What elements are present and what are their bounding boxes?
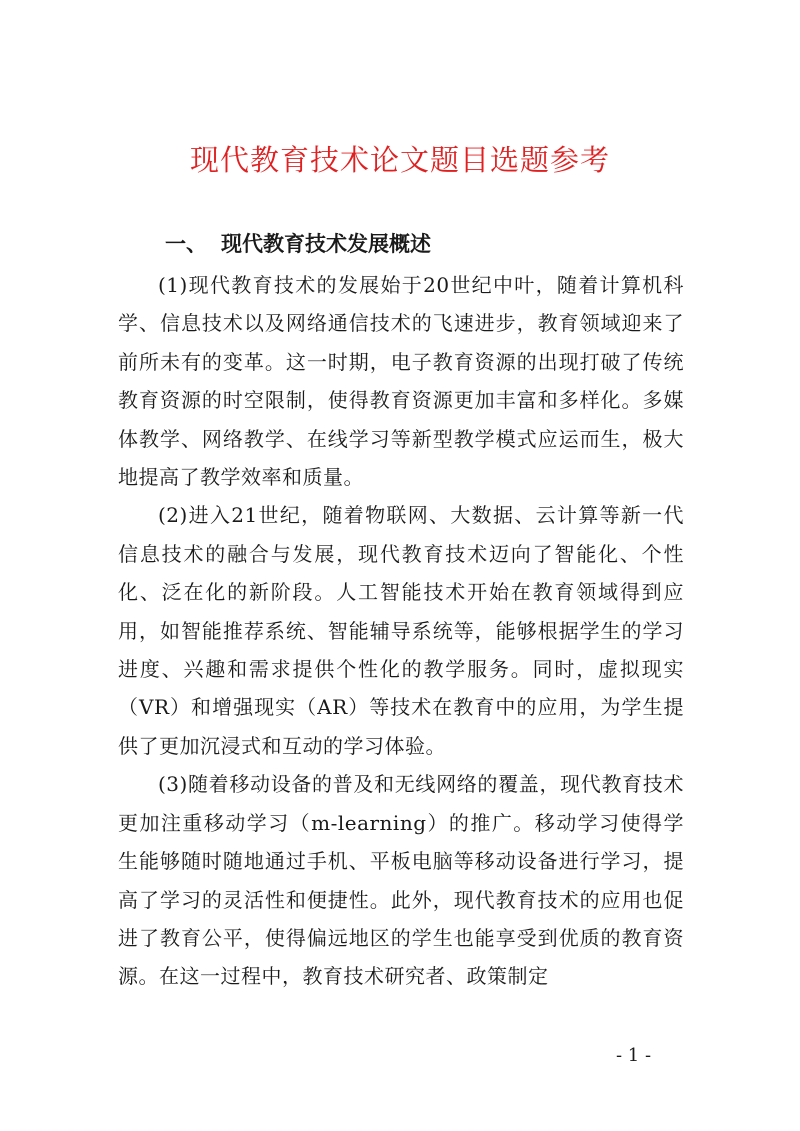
section-number: 一、 (165, 232, 207, 256)
section-heading (165, 228, 431, 260)
page-number: - 1 - (616, 1045, 652, 1066)
paragraph-3: (3)随着移动设备的普及和无线网络的覆盖，现代教育技术更加注重移动学习（m-learning）的推广。移动学习使得学生能够随时随地通过手机、平板电脑等移动设备进行学习，提高了学习的灵活性和便捷性。此外，现代教育技术的应用也促进了教育公平，使得偏远地区的学生也能享受到优质的教育资源。在这一过程中，教育技术研究者、政策制定 (118, 772, 684, 989)
body-text (118, 266, 684, 996)
paragraph-2: (2)进入21世纪，随着物联网、大数据、云计算等新一代信息技术的融合与发展，现代教育技术迈向了智能化、个性化、泛在化的新阶段。人工智能技术开始在教育领域得到应用，如智能推荐系统、智能辅导系统等，能够根据学生的学习进度、兴趣和需求提供个性化的教学服务。同时，虚拟现实（VR）和增强现实（AR）等技术在教育中的应用，为学生提供了更加沉浸式和互动的学习体验。 (118, 503, 684, 758)
section-heading-text: 现代教育技术发展概述 (221, 232, 431, 256)
paragraph-1: (1)现代教育技术的发展始于20世纪中叶，随着计算机科学、信息技术以及网络通信技术的飞速进步，教育领域迎来了前所未有的变革。这一时期，电子教育资源的出现打破了传统教育资源的时空限制，使得教育资源更加丰富和多样化。多媒体教学、网络教学、在线学习等新型教学模式应运而生，极大地提高了教学效率和质量。 (118, 273, 684, 490)
document-title: 现代教育技术论文题目选题参考 (189, 143, 610, 177)
